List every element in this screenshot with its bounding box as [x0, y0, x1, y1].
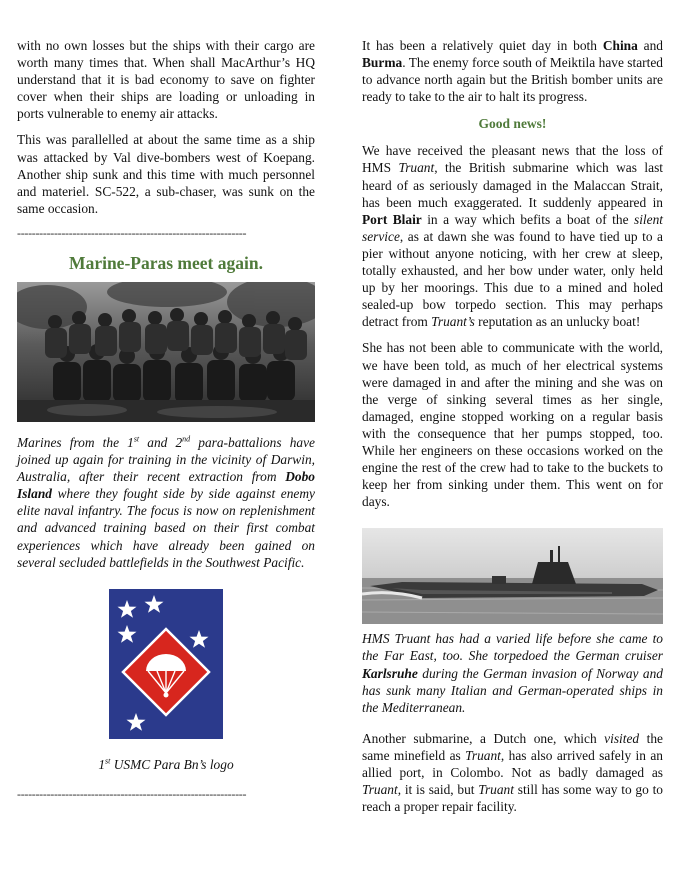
- right-paragraph-dutch-submarine: Another submarine, a Dutch one, which visited the same minefield as Truant, has also arrived safely in an allied port, in Colombo. Not as badly damaged as Truant, it is said, but Truant still has some way to go to reach a proper repair facility.: [362, 730, 663, 815]
- right-column: [362, 0, 663, 815]
- section-heading-good-news: Good news!: [478, 116, 547, 132]
- section-heading-marine-paras: Marine-Paras meet again.: [69, 252, 263, 273]
- right-paragraph-truant: We have received the pleasant news that the loss of HMS Truant, the British submarine which was last heard of as seriously damaged in the Malaccan Strait, has been much exaggerated. It suddenly appeared in Port Blair in a way which befits a boat of the silent service, as at dawn she was found to have tied up to a pier without anyone noticing, with her crew at sleep, totally exhausted, and her bow under water, only held up by her moorings. This due to a mined and holed sealed-up bow torpedo section. This may perhaps detract from Truant’s reputation as an unlucky boat!: [362, 143, 663, 330]
- dobo-island-bold: Dobo Island: [17, 469, 315, 502]
- left-paragraph-2: This was parallelled at about the same time as a ship was attacked by Val dive-bombers west of Koepang. Another ship sunk and this time with much personnel and materiel. SC-522, a sub-chaser, was sunk on the same occasion.: [17, 132, 315, 216]
- usmc-para-logo: [17, 589, 315, 739]
- submarine-photo: [362, 528, 663, 624]
- logo-caption: 1st USMC Para Bn’s logo: [98, 756, 234, 772]
- right-paragraph-communication: She has not been able to communicate with the world, we have been told, as much of her electrical systems were damaged in and after the mining and she was on the verge of sinking several times as her single, damaged, engine stopped working on a regular basis with the consequence that her pumps stopped, too. While her engineers on these occasions worked on the engine the rest of the crew had to take to the buckets to keep her from sinking under them. This went on for days.: [362, 340, 663, 510]
- marines-group-photo: [17, 282, 315, 422]
- left-paragraph-1: with no own losses but the ships with their cargo are worth many times that. When shall MacArthur’s HQ understand that it is bad economy to save on fighter cover when their ships are loading or unloading in ports vulnerable to enemy air attacks.: [17, 38, 315, 122]
- left-column: [17, 0, 315, 802]
- section-divider: --------------------------------------------------------------: [17, 225, 247, 240]
- marines-photo-caption: Marines from the 1st and 2nd para-battalions have joined up again for training in the vicinity of Darwin, Australia, after their recent extraction from Dobo Island where they fought side by side against enemy elite naval infantry. The focus is now on replenishment and advanced training based on their first combat experiences which have already been gained on several secluded battlefields in the Southwest Pacific.: [17, 434, 315, 570]
- submarine-photo-caption: HMS Truant has had a varied life before she came to the Far East, too. She torpedoed the German cruiser Karlsruhe during the German invasion of Norway and has sunk many Italian and German-operated ships in the Mediterranean.: [362, 631, 663, 715]
- right-paragraph-china-burma: It has been a relatively quiet day in both China and Burma. The enemy force south of Meiktila have started to advance north again but the British bomber units are ready to take to the air to halt its progress.: [362, 38, 663, 105]
- section-divider-bottom: --------------------------------------------------------------: [17, 786, 247, 801]
